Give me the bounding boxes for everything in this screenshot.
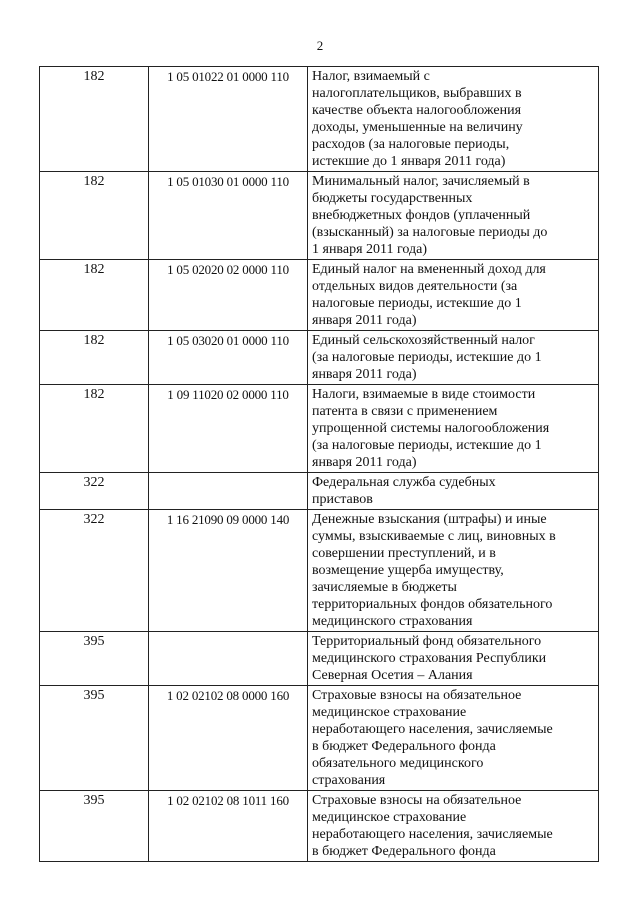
budget-classification-code-cell [149,632,308,686]
budget-classification-code-cell: 1 05 01030 01 0000 110 [149,172,308,260]
table-row [40,473,599,510]
admin-code-cell: 322 [40,510,149,632]
revenue-name-cell [308,632,599,686]
revenue-name-text: Страховые взносы на обязательное медицинское страхование неработающего населения, зачисляемые в бюджет Федерального фонда [312,793,553,859]
budget-classification-code-cell: 1 16 21090 09 0000 140 [149,510,308,632]
admin-code-cell: 182 [40,172,149,260]
revenue-name-cell [308,473,599,510]
table-row [40,686,599,791]
table-row [40,172,599,260]
revenue-name-cell [308,260,599,331]
revenue-name-cell [308,686,599,791]
admin-code-cell: 182 [40,331,149,385]
budget-classification-code-cell [149,473,308,510]
budget-codes-table [39,66,599,862]
revenue-name-text: Федеральная служба судебных приставов [312,475,496,507]
admin-code-cell: 182 [40,260,149,331]
revenue-name-text: Налог, взимаемый с налогоплательщиков, выбравших в качестве объекта налогообложения доходы, уменьшенные на величину расходов (за налоговые периоды, истекшие до 1 января 2011 года) [312,69,523,169]
table-row [40,331,599,385]
revenue-name-text: Единый сельскохозяйственный налог (за налоговые периоды, истекшие до 1 января 2011 года) [312,333,542,382]
revenue-name-cell [308,791,599,862]
admin-code-cell: 395 [40,686,149,791]
admin-code-cell: 322 [40,473,149,510]
revenue-name-cell [308,172,599,260]
revenue-name-text: Денежные взыскания (штрафы) и иные суммы, взыскиваемые с лиц, виновных в совершении преступлений, и в возмещение ущерба имуществу, зачисляемые в бюджеты территориальных фондов обязательного медицинского страхования [312,512,556,629]
budget-classification-code-cell: 1 09 11020 02 0000 110 [149,385,308,473]
table-row [40,791,599,862]
revenue-name-text: Минимальный налог, зачисляемый в бюджеты государственных внебюджетных фондов (уплаченный (взысканный) за налоговые периоды до 1 января 2011 года) [312,174,548,257]
table-row [40,632,599,686]
budget-classification-code-cell: 1 05 01022 01 0000 110 [149,67,308,172]
revenue-name-text: Страховые взносы на обязательное медицинское страхование неработающего населения, зачисляемые в бюджет Федерального фонда обязательного медицинского страхования [312,688,553,788]
budget-classification-code-cell: 1 02 02102 08 0000 160 [149,686,308,791]
table-row [40,385,599,473]
page-number: 2 [316,38,324,53]
table-row [40,510,599,632]
budget-classification-code-cell: 1 05 02020 02 0000 110 [149,260,308,331]
admin-code-cell: 395 [40,791,149,862]
revenue-name-text: Единый налог на вмененный доход для отдельных видов деятельности (за налоговые периоды, истекшие до 1 января 2011 года) [312,262,546,328]
budget-classification-code-cell: 1 02 02102 08 1011 160 [149,791,308,862]
admin-code-cell: 395 [40,632,149,686]
revenue-name-cell [308,385,599,473]
table-body [40,67,599,862]
revenue-name-cell [308,67,599,172]
table-row [40,67,599,172]
revenue-name-cell [308,510,599,632]
table-row [40,260,599,331]
revenue-name-text: Налоги, взимаемые в виде стоимости патента в связи с применением упрощенной системы налогообложения (за налоговые периоды, истекшие до 1 января 2011 года) [312,387,550,470]
revenue-name-cell [308,331,599,385]
admin-code-cell: 182 [40,67,149,172]
revenue-name-text: Территориальный фонд обязательного медицинского страхования Республики Северная Осетия – Алания [312,634,547,683]
budget-classification-code-cell: 1 05 03020 01 0000 110 [149,331,308,385]
admin-code-cell: 182 [40,385,149,473]
